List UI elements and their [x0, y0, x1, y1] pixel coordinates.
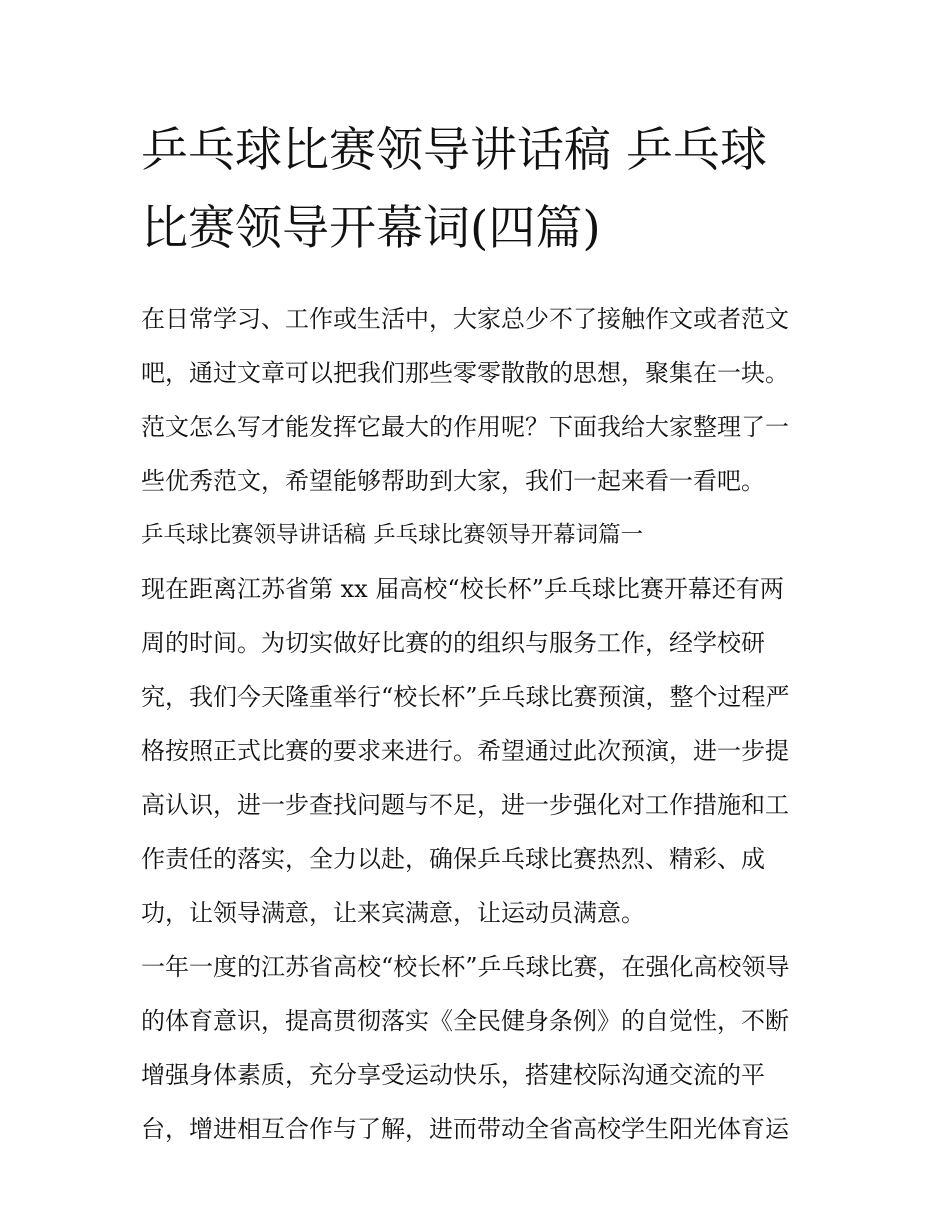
paragraph1-line: 作责任的落实，全力以赴，确保乒乓球比赛热烈、精彩、成 — [141, 845, 765, 873]
document-content — [141, 112, 813, 1156]
paragraph1-line: 究，我们今天隆重举行“校长杯”乒乓球比赛预演，整个过程严 — [141, 683, 790, 711]
intro-line: 在日常学习、工作或生活中，大家总少不了接触作文或者范文 — [141, 305, 789, 333]
paragraph2-line: 增强身体素质，充分享受运动快乐，搭建校际沟通交流的平 — [141, 1061, 765, 1089]
document-title — [141, 112, 813, 268]
intro-line: 范文怎么写才能发挥它最大的作用呢？下面我给大家整理了一 — [141, 413, 789, 441]
paragraph2-line: 的体育意识，提高贯彻落实《全民健身条例》的自觉性，不断 — [141, 1007, 789, 1035]
paragraph2-line: 台，增进相互合作与了解，进而带动全省高校学生阳光体育运 — [141, 1115, 789, 1143]
paragraph1-line: 高认识，进一步查找问题与不足，进一步强化对工作措施和工 — [141, 791, 789, 819]
paragraph2-line: 一年一度的江苏省高校“校长杯”乒乓球比赛，在强化高校领导 — [141, 953, 790, 981]
paragraph1-line: 格按照正式比赛的要求来进行。希望通过此次预演，进一步提 — [141, 737, 789, 765]
section-heading: 乒乓球比赛领导讲话稿 乒乓球比赛领导开幕词篇一 — [141, 522, 644, 548]
title-line: 乒乓球比赛领导讲话稿 乒乓球 — [141, 123, 767, 178]
document-body — [141, 292, 813, 1156]
title-line: 比赛领导开幕词(四篇) — [141, 201, 601, 256]
intro-line: 吧，通过文章可以把我们那些零零散散的思想，聚集在一块。 — [141, 359, 789, 387]
intro-line: 些优秀范文，希望能够帮助到大家，我们一起来看一看吧。 — [141, 467, 765, 495]
paragraph1-line: 周的时间。为切实做好比赛的的组织与服务工作，经学校研 — [141, 629, 765, 657]
paragraph1-line: 现在距离江苏省第 xx 届高校“校长杯”乒乓球比赛开幕还有两 — [141, 575, 784, 603]
paragraph1-line: 功，让领导满意，让来宾满意，让运动员满意。 — [141, 899, 645, 927]
